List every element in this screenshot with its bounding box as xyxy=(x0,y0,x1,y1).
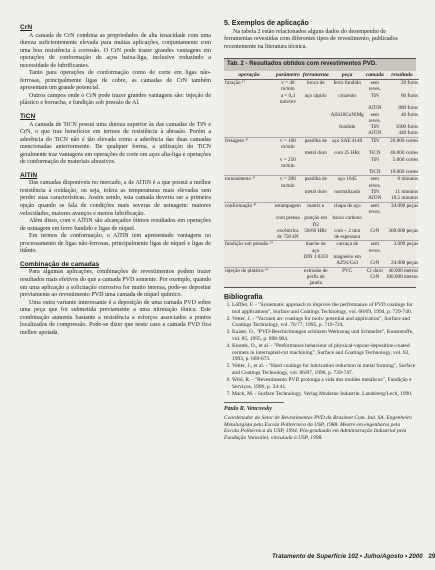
table-cell: TiN xyxy=(370,92,379,99)
table-row xyxy=(224,130,419,137)
table-cell: 10.000 cortes xyxy=(390,169,419,176)
col-header: peça xyxy=(330,71,365,80)
table-cell xyxy=(302,157,330,170)
table-cell: de espessura xyxy=(334,234,361,241)
table-cell: DIN 1.6359 xyxy=(303,254,329,261)
table-cell: punção em D2 xyxy=(304,215,328,228)
table-cell xyxy=(365,215,385,228)
table-row xyxy=(224,112,419,125)
table-cell: AlTiN xyxy=(368,130,382,137)
table-cell: 34.000 peças xyxy=(385,202,419,215)
table-cell: sem reves. xyxy=(368,80,381,93)
table-row xyxy=(224,274,419,287)
divider xyxy=(224,402,284,403)
table-row xyxy=(224,202,419,215)
table-cell: v = 200 m/min xyxy=(274,176,302,189)
table-cell: TiCN xyxy=(368,150,381,157)
table-cell: TiN xyxy=(370,124,379,131)
table-cell: 20.000 cortes xyxy=(385,137,419,150)
table-cell: v = 40 m/min xyxy=(281,80,295,93)
table-cell-operation xyxy=(224,157,274,170)
table-cell: fundido xyxy=(339,124,356,131)
table-cell: normalizado xyxy=(334,189,361,196)
table-row xyxy=(224,157,419,170)
paragraph: Na tabela 2 estão relacionados alguns dados do desempenho de ferramentas revestidas com diferentes tipos de revestimento, publicados recentemente na literatura técnica. xyxy=(224,28,398,50)
heading-combinacao: Combinação de camadas xyxy=(20,260,100,268)
table-row xyxy=(224,169,419,176)
table-cell: 1600 furos xyxy=(395,124,419,131)
table-cell: de 750 kN xyxy=(277,234,299,241)
table-cell: 300.000 peças xyxy=(388,227,419,234)
table-cell xyxy=(385,234,419,241)
table-cell xyxy=(302,195,330,202)
table-cell: broca de xyxy=(306,80,325,87)
table-cell: 440 furos xyxy=(398,130,419,137)
table-cell: 11 minutos xyxy=(395,189,419,196)
table-cell: aço rápido xyxy=(304,92,327,99)
table-row xyxy=(224,176,419,189)
table-title: Tab. 2 - Resultados obtidos com revestimentos PVD. xyxy=(224,59,416,71)
table-cell-operation: injeção de plástico ⁶⁾ xyxy=(224,267,274,274)
table-cell: cinzento xyxy=(338,92,356,99)
table-row xyxy=(224,80,419,93)
table-cell xyxy=(330,169,365,176)
table-header-row xyxy=(224,71,419,80)
table-cell: a = 0,4 mm/rev xyxy=(279,92,296,105)
table-cell-operation xyxy=(224,260,274,267)
right-column xyxy=(224,20,419,442)
results-table xyxy=(224,58,419,287)
table-cell: CrN xyxy=(370,260,380,267)
results-grid xyxy=(224,71,419,287)
table-cell xyxy=(365,234,385,241)
table-cell: excêntrica xyxy=(277,227,299,234)
table-cell: sem reves. xyxy=(365,202,385,215)
table-cell-operation xyxy=(224,195,274,202)
table-cell-operation xyxy=(224,169,274,176)
col-header: camada xyxy=(365,71,384,78)
table-cell xyxy=(302,169,330,176)
table-cell: 100.000 metros xyxy=(385,273,419,280)
col-header: ferramenta xyxy=(302,71,329,78)
table-cell: Cr duro xyxy=(365,267,385,274)
table-cell: estampagem xyxy=(274,202,302,215)
paragraph: Além disso, com o AlTiN são alcançados ótimos resultados em operações de usinagem em ferro fundido e ligas de níquel. xyxy=(20,218,211,232)
paragraph: A camada de CrN combina as propriedades de alta tenacidade com uma dureza suficientemente elevada para muitas aplicações, conjuntamente com uma boa resistência à corrosão. O CrN pode trazer grandes vantagens em operações de conformação de aços baixa-liga, inclusive reduzindo a necessidade de lubrificantes. xyxy=(20,32,211,69)
table-row xyxy=(224,93,419,106)
table-cell xyxy=(274,274,302,287)
paragraph: Outros campos onde o CrN pode trazer grandes vantagens são: injeção de plástico e borracha, e fundição sob pressão de Al. xyxy=(20,92,211,107)
paragraph: A camada de TiCN possui uma dureza superior às das camadas de TiN e CrN, o que traz benefícios em termos de resistência à abrasão. Porém a aderência do TiCN não é tão elevada como a aderência das duas camadas mencionadas anteriormente. De qualquer forma, a utilização do TiCN geralmente traz vantagens em operações de corte em aços alta-liga e operações de conformação de materiais abrasivos. xyxy=(20,121,211,166)
paragraph: Tanto para operações de conformação como de corte em ligas não-ferrosas, principalmente ligas de cobre, as camadas de CrN também apresentam um grande potencial. xyxy=(20,70,211,92)
table-cell: sem reves. xyxy=(365,176,385,189)
paragraph: Em termos de conformação, o AlTiN tem apresentado vantagens no processamento de ligas não-ferrosas, principalmente ligas de níquel e ligas de titânio. xyxy=(20,233,211,255)
table-cell: sem reves. xyxy=(365,241,385,254)
table-row xyxy=(224,137,419,150)
table-cell: TiN xyxy=(365,137,385,150)
table-cell: AlTiN xyxy=(368,195,382,202)
table-cell-operation: torneamento ³⁾ xyxy=(224,176,274,189)
table-cell: TiN xyxy=(370,156,379,163)
table-cell: macho de aço xyxy=(302,241,330,254)
bibliography-heading: Bibliografia xyxy=(224,293,263,301)
table-cell-operation xyxy=(224,112,274,125)
table-cell-operation: furação ¹⁾ xyxy=(225,80,245,87)
table-cell xyxy=(274,130,302,137)
table-cell-operation: fresagem ²⁾ xyxy=(224,137,274,150)
heading-crn: CrN xyxy=(20,24,33,31)
table-cell-operation xyxy=(224,93,274,106)
paragraph: Das camadas disponíveis no mercado, a de AlTiN é a que possui a melhor resistência à oxidação, ou seja, tolera as temperaturas mais elevadas sem perder suas características. Assim sendo, esta camada deveria ser a primeira opção quando se fala de condições mais severas de usinagem: maiores velocidades, maiores avanços e menos lubrificação. xyxy=(20,180,211,217)
table-cell: CrN xyxy=(370,273,380,280)
table-row xyxy=(224,260,419,267)
table-cell: com prensa xyxy=(275,215,300,222)
table-cell: matriz e xyxy=(302,202,330,215)
table-cell: 6 minutos xyxy=(385,176,419,189)
page-footer xyxy=(272,553,435,560)
bibliography-item: 1. Löffler, F. - "Systematic approach to improve the performance of PVD coatings for tool applications", Surface and Coatings Technology, vol. 68/69, 1994, p. 729-740. xyxy=(232,302,416,315)
table-cell xyxy=(274,260,302,267)
author-name: Paulo R. Vencovsky xyxy=(224,406,272,413)
table-cell: com ~ 2 mm xyxy=(334,227,361,234)
table-cell: extrusão de xyxy=(302,267,330,274)
table-cell-operation xyxy=(224,130,274,137)
bibliography-item: 7. Mack, M. - Surface Technology, Verlag Moderne Industrie, Landsberg/Lech, 1990. xyxy=(232,391,416,398)
bibliography-list xyxy=(224,302,416,397)
author-bio: Coordenador do Setor de Revestimentos PVD da Brasimet Com. Ind. SA. Engenheiro Metalurgista pela Escola Politécnica da USP, 1988. Mestre em engenharia pela Escola Politécnica da USP, 1994. Pós-graduado em Administração Industrial pela Fundação Vanzolini, vinculada à USP, 1998. xyxy=(224,414,412,442)
col-header: parâmetro xyxy=(275,71,300,78)
heading-ticn: TiCN xyxy=(20,113,36,121)
paragraph: Para algumas aplicações, combinações de revestimentos podem trazer resultados mais efetivos do que a camada PVD somente. Por exemplo, quando em uma aplicação a solicitação corrosiva for muito intensa, pode-se depositar previamente ao revestimento PVD uma camada de níquel químico. xyxy=(20,269,211,299)
table-cell: 80 furos xyxy=(400,92,419,99)
table-cell: aço SAE 4140 xyxy=(330,137,365,150)
table-cell: aço 1045 xyxy=(330,176,365,189)
table-cell xyxy=(330,130,365,137)
table-cell: AlSi18CuNiMg xyxy=(330,111,364,118)
table-cell-operation: conformação ⁴⁾ xyxy=(224,202,274,215)
table-cell: PVC xyxy=(330,267,365,274)
table-cell: sem reves. xyxy=(368,111,381,124)
left-column xyxy=(20,24,211,337)
table-cell: metal duro xyxy=(304,189,327,196)
table-cell xyxy=(330,157,365,170)
table-cell xyxy=(274,112,302,125)
table-cell xyxy=(385,215,419,228)
table-cell: v = 100 m/min xyxy=(274,137,302,150)
table-cell: 40.000 cortes xyxy=(390,150,419,157)
table-cell: 3.000 peças xyxy=(385,241,419,254)
table-cell-operation xyxy=(224,234,274,241)
table-cell: AZ91/Ca3 xyxy=(336,260,359,267)
table-cell xyxy=(302,130,330,137)
table-cell xyxy=(274,169,302,176)
table-cell: 880 furos xyxy=(398,105,419,112)
heading-altin: AlTiN xyxy=(20,171,38,179)
table-cell: 5.000 cortes xyxy=(392,156,419,163)
table-cell: ferro fundido xyxy=(333,80,361,87)
table-cell: pastilha de xyxy=(302,137,330,150)
table-cell: TiCN xyxy=(368,169,381,176)
table-cell: 58/60 HRc xyxy=(304,227,328,234)
table-cell: magnésio em xyxy=(333,254,361,261)
table-cell: AlTiN xyxy=(368,105,382,112)
table-cell: 40.000 metros xyxy=(385,267,419,274)
table-row xyxy=(224,215,419,228)
table-row xyxy=(224,241,419,254)
table-cell xyxy=(274,267,302,274)
table-cell: com 25 HRc xyxy=(334,150,361,157)
bibliography-item: 6. Wild, R. - "Revestimento PVD prolonga a vida dos moldes metálicos", Fundição e Serviços, 1996, p. 34-41. xyxy=(232,377,416,390)
table-cell: chapa de aço xyxy=(330,202,365,215)
col-header: operação xyxy=(224,71,274,80)
table-cell xyxy=(274,241,302,254)
table-cell-operation xyxy=(224,215,274,228)
table-cell: 24.000 peças xyxy=(391,260,419,267)
table-cell xyxy=(302,260,330,267)
table-cell-operation xyxy=(224,274,274,287)
table-cell: 40 furos xyxy=(400,111,419,118)
table-cell xyxy=(274,195,302,202)
table-cell: perfis de janela xyxy=(306,273,325,287)
bibliography-item: 3. Kaiser, O., "PVD-Beschichtungen schützen Werkzeug und Schmelze", Kunststoffe, vol. 85, 1995, p. 898-904. xyxy=(232,329,416,342)
table-cell xyxy=(302,112,330,125)
table-cell: pastilha de xyxy=(302,176,330,189)
magazine-issue: Tratamento de Superfície 102 • Julho/Agosto • 2000 xyxy=(272,553,423,560)
table-cell xyxy=(302,234,330,241)
table-cell: CrN xyxy=(370,227,380,234)
col-header: resultado xyxy=(385,71,419,80)
table-cell: metal duro xyxy=(304,150,327,157)
table-row xyxy=(224,267,419,274)
table-cell xyxy=(330,274,365,287)
table-cell: TiN xyxy=(370,189,379,196)
table-cell: carcaça de xyxy=(330,241,365,254)
table-cell: 18,5 minutos xyxy=(391,195,419,202)
table-cell xyxy=(330,195,365,202)
page-number: 29 xyxy=(428,553,435,560)
heading-exemplos: 5. Exemplos de aplicação xyxy=(224,20,309,27)
bibliography-item: 4. Knotek, O., et al. - "Performance behaviour of physical-vapour-deposition-coated cermets in interrupted-cut machining", Surface and Coatings Technology, vol. 62, 1993, p. 669-673. xyxy=(232,343,416,363)
table-cell-operation: fundição sob pressão ⁵⁾ xyxy=(224,241,274,254)
table-cell: v = 250 m/min xyxy=(279,156,296,169)
paragraph: Uma outra variante interessante é a deposição de uma camada PVD sobre uma peça que foi submetida previamente a uma nitretação iônica. Este combinação aumenta bastante a resistência a esforços associados a pontos localizados de compressão. Pode-se dizer que neste caso a camada PVD fica melhor apoiada. xyxy=(20,299,211,336)
table-cell: 20 furos xyxy=(400,80,419,87)
table-row xyxy=(224,234,419,241)
bibliography-item: 5. Vetter, J., et al. - "Hard coatings for lubrication reduction in metal forming", Surface and Coatings Technology, vol. 86/87, 1996, p. 739-747. xyxy=(232,363,416,376)
table-cell: baixo carbono xyxy=(332,215,362,222)
bibliography-item: 2. Vetter, J. - "Vacuum arc coatings for tools: potential and application", Surface and Coatings Technology, vol. 76/77, 1995, p. 719-724. xyxy=(232,316,416,329)
table-row xyxy=(224,195,419,202)
